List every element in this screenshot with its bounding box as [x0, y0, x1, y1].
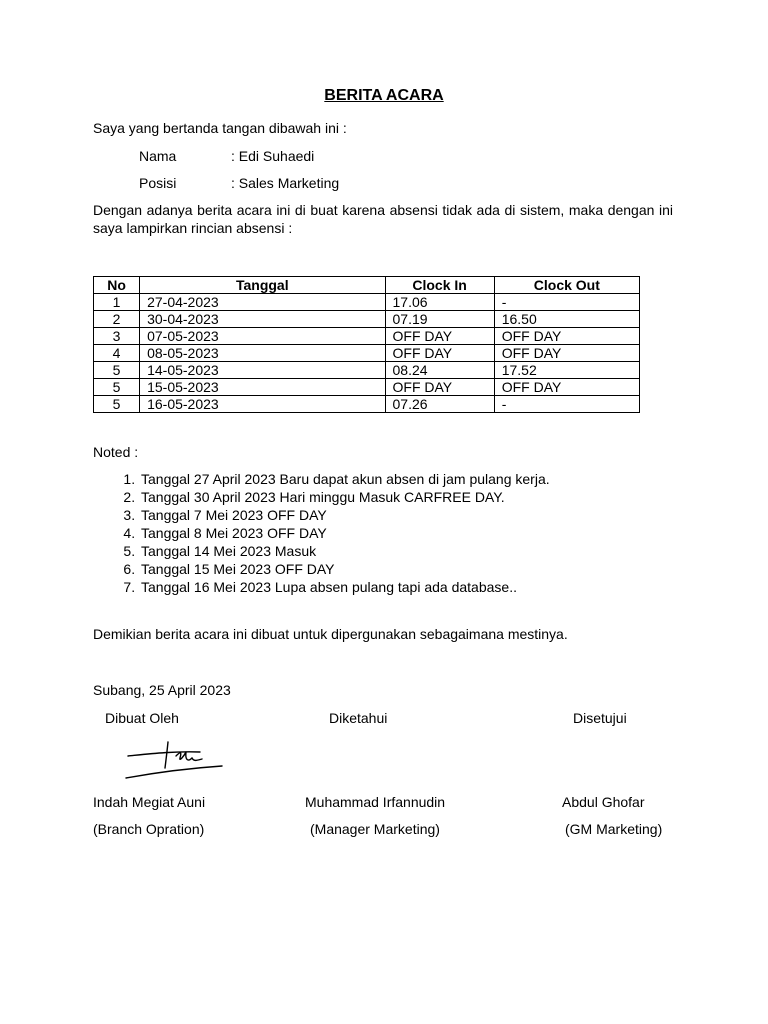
cell-clock-out: 16.50 [494, 311, 639, 328]
table-header-row [94, 277, 640, 294]
closing-statement: Demikian berita acara ini dibuat untuk dipergunakan sebagaimana mestinya. [93, 626, 568, 642]
field-label-nama: Nama [139, 148, 177, 164]
cell-no: 5 [94, 379, 140, 396]
cell-clock-in: 07.26 [385, 396, 494, 413]
list-item: 5. Tanggal 14 Mei 2023 Masuk [139, 542, 699, 560]
list-item: 6. Tanggal 15 Mei 2023 OFF DAY [139, 560, 699, 578]
place-date: Subang, 25 April 2023 [93, 682, 231, 698]
list-item: 2. Tanggal 30 April 2023 Hari minggu Masuk CARFREE DAY. [139, 488, 699, 506]
cell-clock-in: OFF DAY [385, 379, 494, 396]
cell-clock-out: 17.52 [494, 362, 639, 379]
cell-no: 5 [94, 362, 140, 379]
signatory-title-1: (Branch Opration) [93, 821, 205, 837]
cell-no: 3 [94, 328, 140, 345]
cell-no: 1 [94, 294, 140, 311]
notes-list [93, 470, 699, 596]
list-item: 1. Tanggal 27 April 2023 Baru dapat akun absen di jam pulang kerja. [139, 470, 699, 488]
header-tanggal: Tanggal [140, 277, 385, 294]
attendance-table [93, 276, 640, 413]
cell-no: 4 [94, 345, 140, 362]
table-row [94, 294, 640, 311]
cell-clock-in: OFF DAY [385, 328, 494, 345]
cell-clock-out: OFF DAY [494, 345, 639, 362]
table-row [94, 362, 640, 379]
role-disetujui: Disetujui [573, 710, 627, 726]
list-item: 4. Tanggal 8 Mei 2023 OFF DAY [139, 524, 699, 542]
table-row [94, 345, 640, 362]
table-row [94, 311, 640, 328]
document-title: BERITA ACARA [324, 87, 444, 104]
table-row [94, 396, 640, 413]
header-no: No [94, 277, 140, 294]
cell-clock-out: - [494, 294, 639, 311]
field-value-posisi: : Sales Marketing [231, 175, 340, 191]
role-dibuat-oleh: Dibuat Oleh [105, 710, 179, 726]
cell-tanggal: 07-05-2023 [140, 328, 385, 345]
description-paragraph: Dengan adanya berita acara ini di buat karena absensi tidak ada di sistem, maka dengan ini saya lampirkan rincian absensi : [93, 202, 673, 236]
cell-clock-out: OFF DAY [494, 328, 639, 345]
signatory-title-2: (Manager Marketing) [310, 821, 440, 837]
signatory-name-2: Muhammad Irfannudin [305, 794, 446, 810]
cell-tanggal: 08-05-2023 [140, 345, 385, 362]
cell-tanggal: 15-05-2023 [140, 379, 385, 396]
noted-label: Noted : [93, 444, 139, 460]
intro-text: Saya yang bertanda tangan dibawah ini : [93, 120, 347, 136]
cell-clock-in: 17.06 [385, 294, 494, 311]
cell-clock-in: OFF DAY [385, 345, 494, 362]
cell-clock-in: 08.24 [385, 362, 494, 379]
table-row [94, 328, 640, 345]
cell-clock-in: 07.19 [385, 311, 494, 328]
field-label-posisi: Posisi [139, 175, 177, 191]
handwritten-signature [118, 738, 230, 784]
cell-tanggal: 27-04-2023 [140, 294, 385, 311]
header-clock-in: Clock In [385, 277, 494, 294]
cell-clock-out: - [494, 396, 639, 413]
cell-no: 5 [94, 396, 140, 413]
cell-tanggal: 16-05-2023 [140, 396, 385, 413]
signatory-name-3: Abdul Ghofar [562, 794, 645, 810]
cell-tanggal: 30-04-2023 [140, 311, 385, 328]
header-clock-out: Clock Out [494, 277, 639, 294]
table-row [94, 379, 640, 396]
list-item: 7. Tanggal 16 Mei 2023 Lupa absen pulang tapi ada database.. [139, 578, 699, 596]
cell-clock-out: OFF DAY [494, 379, 639, 396]
cell-tanggal: 14-05-2023 [140, 362, 385, 379]
signatory-name-1: Indah Megiat Auni [93, 794, 206, 810]
list-item: 3. Tanggal 7 Mei 2023 OFF DAY [139, 506, 699, 524]
field-value-nama: : Edi Suhaedi [231, 148, 315, 164]
cell-no: 2 [94, 311, 140, 328]
signatory-title-3: (GM Marketing) [565, 821, 663, 837]
role-diketahui: Diketahui [329, 710, 388, 726]
